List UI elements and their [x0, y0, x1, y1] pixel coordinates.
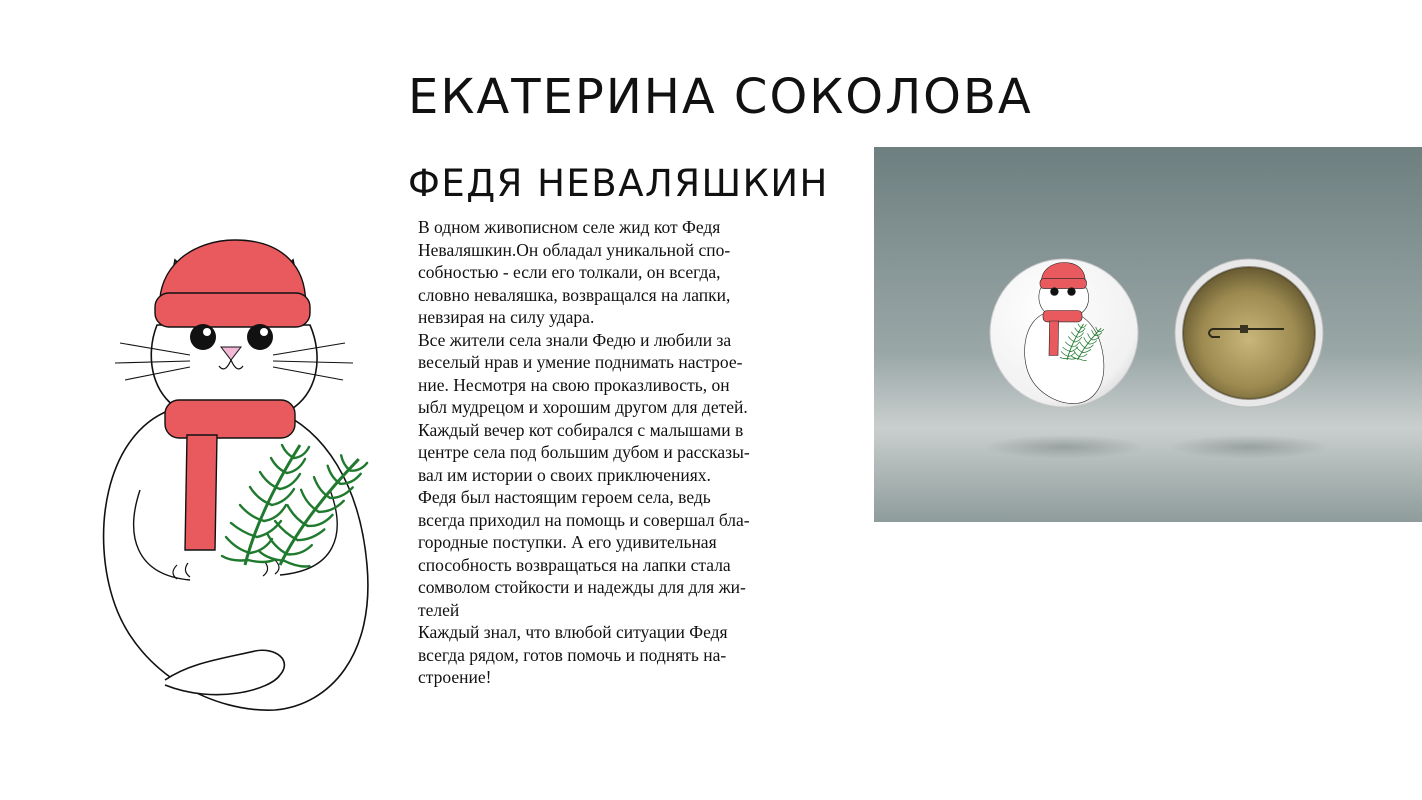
story-line: ние. Несмотря на свою проказливость, он: [418, 374, 730, 395]
story-line: Все жители села знали Федю и любили за: [418, 329, 732, 350]
cat-illustration: [95, 235, 380, 720]
story-title: ФЕДЯ НЕВАЛЯШКИН: [408, 162, 829, 205]
story-line: Неваляшкин.Он обладал уникальной спо-: [418, 239, 731, 260]
story-line: В одном живописном селе жид кот Федя: [418, 217, 721, 237]
story-line: сомволом стойкости и надежды для для жи-: [418, 577, 746, 597]
story-line: Федя был настоящим героем села, ведь: [418, 487, 711, 507]
story-line: центре села под большим дубом и рассказы-: [418, 442, 750, 462]
badge-front: [990, 259, 1138, 407]
story-line: Каждый знал, что влюбой ситуации Федя: [418, 622, 728, 642]
story-line: ыбл мудрецом и хорошим другом для детей.: [418, 397, 748, 417]
story-line: вал им истории о своих приключениях.: [418, 464, 711, 485]
story-line: строение!: [418, 667, 492, 687]
story-line: всегда приходил на помощь и совершал бла-: [418, 509, 750, 530]
story-line: Каждый вечер кот собирался с малышами в: [418, 419, 744, 440]
story-line: телей: [418, 599, 460, 620]
badge-back: [1175, 259, 1323, 407]
story-line: всегда рядом, готов помочь и поднять на-: [418, 644, 727, 665]
badge-mockup-image: [874, 147, 1422, 522]
story-line: словно неваляшка, возвращался на лапки,: [418, 284, 731, 305]
story-text: [418, 216, 858, 689]
story-line: городные поступки. А его удивительная: [418, 532, 717, 552]
story-line: веселый нрав и умение поднимать настрое-: [418, 352, 743, 372]
story-line: невзирая на силу удара.: [418, 307, 595, 327]
author-name: ЕКАТЕРИНА СОКОЛОВА: [408, 69, 1033, 125]
story-line: собностью - если его толкали, он всегда,: [418, 262, 721, 282]
story-line: способность возвращаться на лапки стала: [418, 554, 731, 575]
